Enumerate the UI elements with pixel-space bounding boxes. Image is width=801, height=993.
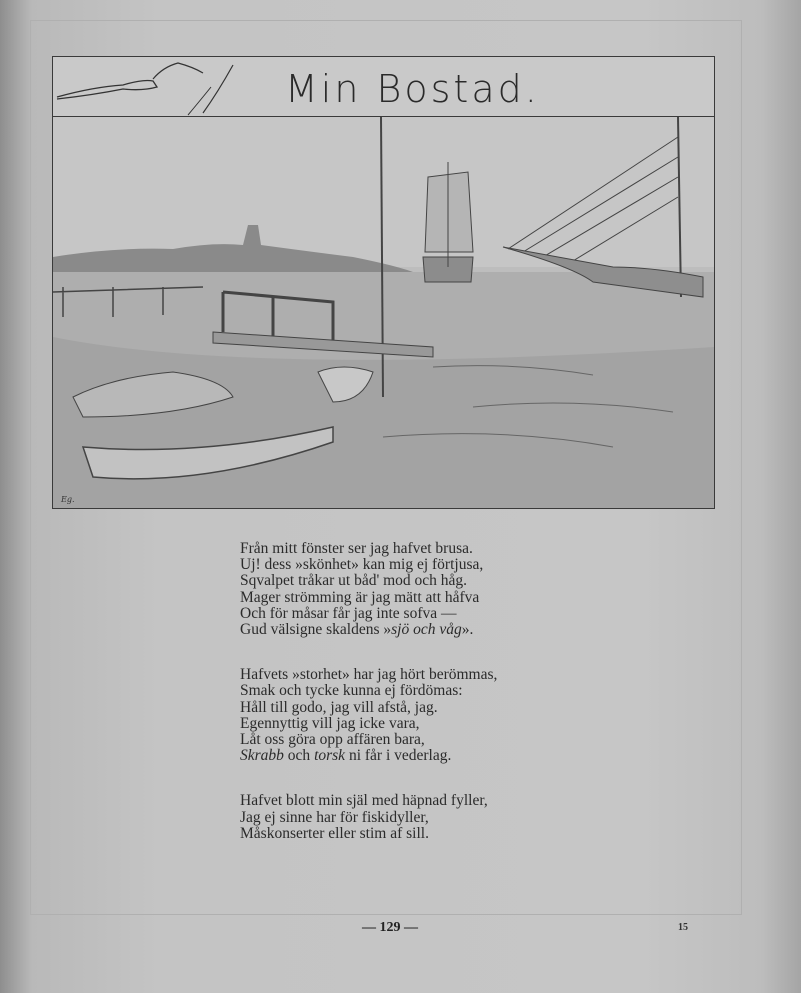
poem-line (240, 541, 497, 557)
title-band (52, 56, 715, 117)
poem-line (240, 732, 497, 748)
italic-text: sjö och våg (391, 621, 462, 639)
seagull-drawing (53, 57, 253, 117)
poem (240, 541, 497, 871)
line-text: Hafvets »storhet» har jag hört berömmas, (240, 666, 498, 684)
poem-line (240, 590, 497, 606)
line-text: Smak och tycke kunna ej fördömas: (240, 682, 463, 700)
stanza (240, 667, 497, 764)
line-text: Gud välsigne skaldens » (240, 621, 392, 639)
line-text: Sqvalpet tråkar ut båd' mod och håg. (240, 572, 468, 590)
stanza (240, 541, 497, 638)
line-text: Och för måsar får jag inte sofva — (240, 604, 457, 622)
poem-line (240, 826, 497, 842)
line-text: och (283, 747, 315, 765)
line-text: Mager strömming är jag mätt att håfva (240, 588, 480, 606)
signature-mark: 15 (678, 922, 688, 933)
page-number: — 129 — (362, 920, 418, 935)
line-text: Håll till godo, jag vill afstå, jag. (240, 698, 438, 716)
poem-line (240, 810, 497, 826)
poem-line (240, 793, 497, 809)
poem-line (240, 606, 497, 622)
poem-line (240, 557, 497, 573)
line-text: ». (461, 621, 474, 639)
poem-line (240, 700, 497, 716)
stanza (240, 793, 497, 842)
italic-text: torsk (314, 747, 346, 765)
line-text: Låt oss göra opp affären bara, (240, 731, 425, 749)
artist-mark: Eg. (61, 495, 75, 504)
line-text: Hafvet blott min själ med häpnad fyller, (240, 792, 488, 810)
line-text: Jag ej sinne har för fiskidyller, (240, 808, 429, 826)
harbor-illustration (52, 116, 715, 509)
poem-line (240, 716, 497, 732)
line-text: Från mitt fönster ser jag hafvet brusa. (240, 540, 473, 557)
poem-line (240, 748, 497, 764)
line-text: Egennyttig vill jag icke vara, (240, 714, 420, 732)
line-text: ni får i vederlag. (345, 747, 452, 765)
harbor-sketch (53, 117, 714, 508)
page-title: Min Bostad. (285, 67, 540, 111)
line-text: Uj! dess »skönhet» kan mig ej förtjusa, (240, 556, 484, 574)
poem-line (240, 667, 497, 683)
italic-text: Skrabb (240, 747, 284, 765)
poem-line (240, 683, 497, 699)
line-text: Måskonserter eller stim af sill. (240, 824, 429, 842)
poem-line (240, 573, 497, 589)
poem-line (240, 622, 497, 638)
